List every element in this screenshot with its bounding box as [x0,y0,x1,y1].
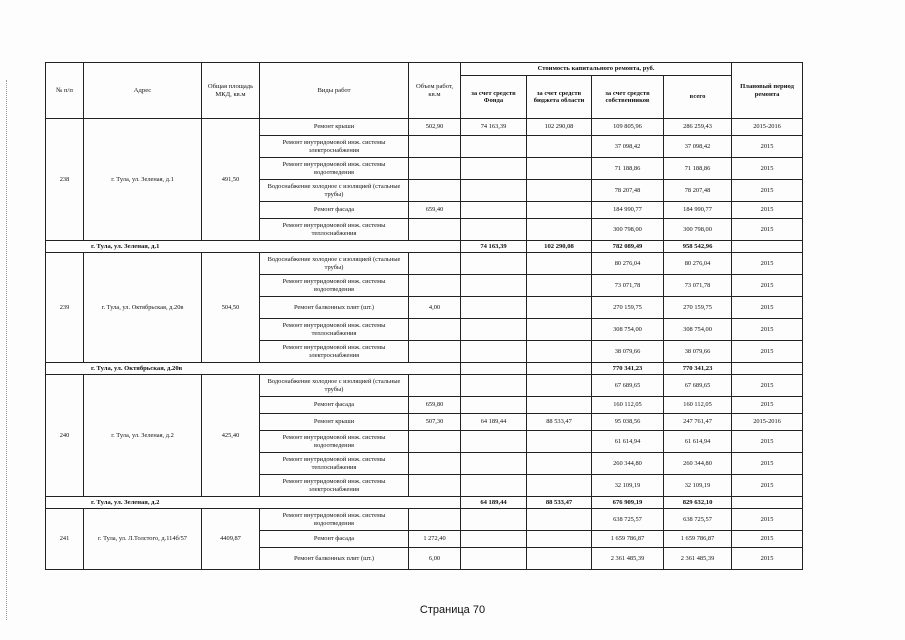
cell-total: 67 689,65 [664,375,732,397]
row-num: 241 [46,509,84,570]
cell-work: Водоснабжение холодное с изоляцией (стальные трубы) [260,375,409,397]
cell-owners: 61 614,94 [592,431,664,453]
subtotal-fund [461,363,527,375]
cell-period: 2015 [732,341,803,363]
header-owners: за счет средств собственников [592,76,664,119]
cell-total: 300 798,00 [664,219,732,241]
row-area: 504,50 [202,253,260,363]
cell-volume [409,319,461,341]
cell-total: 1 659 786,87 [664,531,732,548]
cell-work: Ремонт внутридомовой инж. системы теплоснабжения [260,319,409,341]
cell-volume [409,275,461,297]
cell-period: 2015-2016 [732,414,803,431]
header-fund: за счет средств Фонда [461,76,527,119]
subtotal-fund: 64 189,44 [461,497,527,509]
cell-region [527,375,592,397]
cell-fund [461,219,527,241]
cell-owners: 73 071,78 [592,275,664,297]
cell-work: Ремонт фасада [260,397,409,414]
row-area: 491,50 [202,119,260,241]
cell-work: Ремонт внутридомовой инж. системы теплоснабжения [260,219,409,241]
cell-volume [409,219,461,241]
cell-region [527,431,592,453]
cell-volume: 1 272,40 [409,531,461,548]
table-row [46,375,803,397]
subtotal-owners: 782 089,49 [592,241,664,253]
cell-owners: 67 689,65 [592,375,664,397]
cell-owners: 95 038,56 [592,414,664,431]
subtotal-row [46,497,803,509]
subtotal-period [732,363,803,375]
cell-total: 638 725,57 [664,509,732,531]
header-num: № п/п [46,63,84,119]
cell-total: 61 614,94 [664,431,732,453]
cell-work: Ремонт внутридомовой инж. системы электроснабжения [260,341,409,363]
cell-volume [409,375,461,397]
cell-region: 88 533,47 [527,414,592,431]
cell-period: 2015 [732,475,803,497]
cell-total: 71 188,86 [664,158,732,180]
cell-volume [409,431,461,453]
header-volume: Объем работ, кв.м [409,63,461,119]
cell-volume [409,253,461,275]
cell-total: 38 079,66 [664,341,732,363]
cell-region [527,509,592,531]
subtotal-period [732,241,803,253]
cell-work: Ремонт внутридомовой инж. системы водоотведения [260,509,409,531]
cell-fund [461,509,527,531]
row-address: г. Тула, ул. Октябрьская, д.20в [84,253,202,363]
table-row [46,119,803,136]
cell-work: Ремонт фасада [260,531,409,548]
cell-total: 80 276,04 [664,253,732,275]
subtotal-total: 829 632,10 [664,497,732,509]
cell-fund [461,180,527,202]
cell-work: Ремонт фасада [260,202,409,219]
cell-period: 2015 [732,509,803,531]
row-num: 239 [46,253,84,363]
cell-volume: 6,00 [409,548,461,570]
row-num: 238 [46,119,84,241]
header-total: всего [664,76,732,119]
cell-owners: 109 805,96 [592,119,664,136]
cell-period: 2015 [732,219,803,241]
cell-total: 308 754,00 [664,319,732,341]
subtotal-period [732,497,803,509]
subtotal-owners: 770 341,23 [592,363,664,375]
cell-region [527,202,592,219]
cell-region [527,341,592,363]
cell-fund [461,453,527,475]
header-area: Общая площадь МКД, кв.м [202,63,260,119]
cell-volume: 4,00 [409,297,461,319]
cell-region [527,136,592,158]
cell-fund [461,319,527,341]
table-body [46,119,803,570]
cell-period: 2015 [732,397,803,414]
table-row [46,509,803,531]
cell-work: Ремонт крыши [260,414,409,431]
cell-owners: 78 207,48 [592,180,664,202]
header-region: за счет средств бюджета области [527,76,592,119]
cell-period: 2015 [732,453,803,475]
cell-fund [461,136,527,158]
cell-region [527,275,592,297]
cell-period: 2015 [732,319,803,341]
cell-volume [409,158,461,180]
cell-region [527,253,592,275]
cell-region [527,397,592,414]
cell-owners: 32 109,19 [592,475,664,497]
cell-fund: 64 189,44 [461,414,527,431]
cell-period: 2015 [732,136,803,158]
header-row-1 [46,63,803,76]
cell-volume [409,475,461,497]
cell-period: 2015 [732,548,803,570]
cell-total: 270 159,75 [664,297,732,319]
row-address: г. Тула, ул. Л.Толстого, д.114б/57 [84,509,202,570]
cell-fund [461,375,527,397]
cell-work: Ремонт внутридомовой инж. системы водоотведения [260,275,409,297]
cell-fund [461,475,527,497]
scan-edge-marks [6,80,9,620]
cell-fund [461,202,527,219]
cell-work: Водоснабжение холодное с изоляцией (стальные трубы) [260,253,409,275]
cell-total: 184 990,77 [664,202,732,219]
cell-total: 247 761,47 [664,414,732,431]
cell-volume [409,341,461,363]
cell-region [527,475,592,497]
cell-work: Ремонт внутридомовой инж. системы водоотведения [260,431,409,453]
cell-region [527,297,592,319]
cell-region [527,548,592,570]
cell-fund [461,253,527,275]
subtotal-owners: 676 909,19 [592,497,664,509]
cell-volume: 507,30 [409,414,461,431]
cell-period: 2015 [732,375,803,397]
cell-total: 37 098,42 [664,136,732,158]
cell-fund [461,158,527,180]
subtotal-region: 88 533,47 [527,497,592,509]
cell-work: Ремонт крыши [260,119,409,136]
cell-total: 32 109,19 [664,475,732,497]
cell-total: 2 361 485,39 [664,548,732,570]
cell-period: 2015 [732,180,803,202]
cell-fund [461,431,527,453]
page-number: Страница 70 [419,604,486,616]
cell-period: 2015 [732,275,803,297]
cell-volume: 659,80 [409,397,461,414]
header-period: Плановый период ремонта [732,63,803,119]
header-works: Виды работ [260,63,409,119]
cell-volume [409,180,461,202]
cell-volume [409,136,461,158]
cell-owners: 270 159,75 [592,297,664,319]
subtotal-total: 770 341,23 [664,363,732,375]
cell-work: Водоснабжение холодное с изоляцией (стальные трубы) [260,180,409,202]
cell-region [527,531,592,548]
cell-owners: 260 344,80 [592,453,664,475]
cell-region [527,319,592,341]
subtotal-label: г. Тула, ул. Зеленая, д.1 [46,241,461,253]
cell-work: Ремонт внутридомовой инж. системы электроснабжения [260,475,409,497]
cell-volume [409,509,461,531]
cell-fund [461,548,527,570]
header-address: Адрес [84,63,202,119]
cell-work: Ремонт внутридомовой инж. системы водоотведения [260,158,409,180]
cell-owners: 308 754,00 [592,319,664,341]
cell-work: Ремонт балконных плит (шт.) [260,548,409,570]
cell-owners: 184 990,77 [592,202,664,219]
cell-period: 2015 [732,158,803,180]
cell-region [527,180,592,202]
cell-fund [461,275,527,297]
row-area: 4409,87 [202,509,260,570]
cell-period: 2015 [732,253,803,275]
cell-owners: 38 079,66 [592,341,664,363]
subtotal-region: 102 290,08 [527,241,592,253]
row-address: г. Тула, ул. Зеленая, д.1 [84,119,202,241]
row-num: 240 [46,375,84,497]
cell-owners: 2 361 485,39 [592,548,664,570]
subtotal-row [46,363,803,375]
cell-region [527,453,592,475]
cell-owners: 71 188,86 [592,158,664,180]
cell-fund [461,397,527,414]
cell-owners: 37 098,42 [592,136,664,158]
cell-total: 78 207,48 [664,180,732,202]
subtotal-row [46,241,803,253]
cell-work: Ремонт внутридомовой инж. системы теплоснабжения [260,453,409,475]
row-address: г. Тула, ул. Зеленая, д.2 [84,375,202,497]
cell-fund [461,297,527,319]
cell-period: 2015 [732,531,803,548]
cell-total: 260 344,80 [664,453,732,475]
cell-fund [461,341,527,363]
cell-work: Ремонт внутридомовой инж. системы электроснабжения [260,136,409,158]
cell-total: 286 259,43 [664,119,732,136]
cell-owners: 1 659 786,87 [592,531,664,548]
cell-period: 2015-2016 [732,119,803,136]
cell-region: 102 290,08 [527,119,592,136]
cell-period: 2015 [732,297,803,319]
cell-period: 2015 [732,431,803,453]
cell-total: 73 071,78 [664,275,732,297]
cell-fund [461,531,527,548]
subtotal-total: 958 542,96 [664,241,732,253]
header-cost-group: Стоимость капитального ремонта, руб. [461,63,732,76]
subtotal-fund: 74 163,39 [461,241,527,253]
subtotal-label: г. Тула, ул. Октябрьская, д.20в [46,363,461,375]
cell-volume [409,453,461,475]
table-row [46,253,803,275]
cell-volume: 502,90 [409,119,461,136]
cell-volume: 659,40 [409,202,461,219]
cell-period: 2015 [732,202,803,219]
cell-total: 160 112,05 [664,397,732,414]
cell-owners: 80 276,04 [592,253,664,275]
cell-owners: 160 112,05 [592,397,664,414]
cell-fund: 74 163,39 [461,119,527,136]
cell-work: Ремонт балконных плит (шт.) [260,297,409,319]
subtotal-region [527,363,592,375]
repair-cost-table [45,62,803,570]
cell-region [527,158,592,180]
cell-region [527,219,592,241]
cell-owners: 638 725,57 [592,509,664,531]
row-area: 425,40 [202,375,260,497]
subtotal-label: г. Тула, ул. Зеленая, д.2 [46,497,461,509]
cell-owners: 300 798,00 [592,219,664,241]
